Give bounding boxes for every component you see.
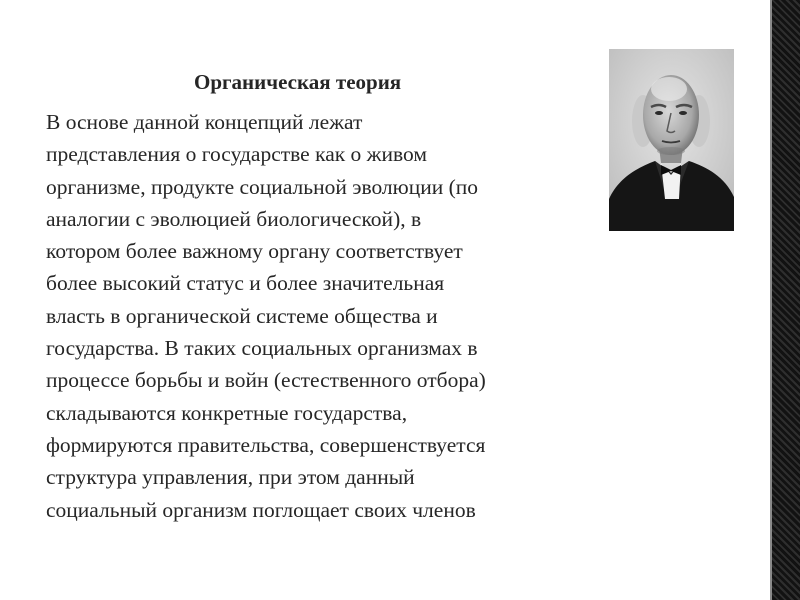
body-line: формируются правительства, совершенствуется bbox=[46, 432, 486, 457]
body-line: процессе борьбы и войн (естественного отбора) bbox=[46, 368, 486, 393]
body-line: представления о государстве как о живом bbox=[46, 142, 427, 167]
body-line: организме, продукте социальной эволюции (по bbox=[46, 174, 479, 199]
body-text bbox=[46, 106, 606, 526]
body-line: структура управления, при этом данный bbox=[46, 465, 415, 490]
body-line: складываются конкретные государства, bbox=[46, 400, 408, 425]
body-line: государства. В таких социальных организмах в bbox=[46, 336, 478, 361]
body-line: власть в органической системе общества и bbox=[46, 303, 438, 328]
body-line: котором более важному органу соответствует bbox=[46, 239, 463, 264]
right-border-decoration bbox=[770, 0, 800, 600]
body-line: более высокий статус и более значительная bbox=[46, 271, 445, 296]
body-line: аналогии с эволюцией биологической), в bbox=[46, 206, 422, 231]
body-line: В основе данной концепций лежат bbox=[46, 110, 363, 134]
page-title: Органическая теория bbox=[194, 70, 402, 94]
body-line: социальный организм поглощает своих членов bbox=[46, 497, 476, 522]
portrait-photo-icon bbox=[609, 49, 734, 231]
